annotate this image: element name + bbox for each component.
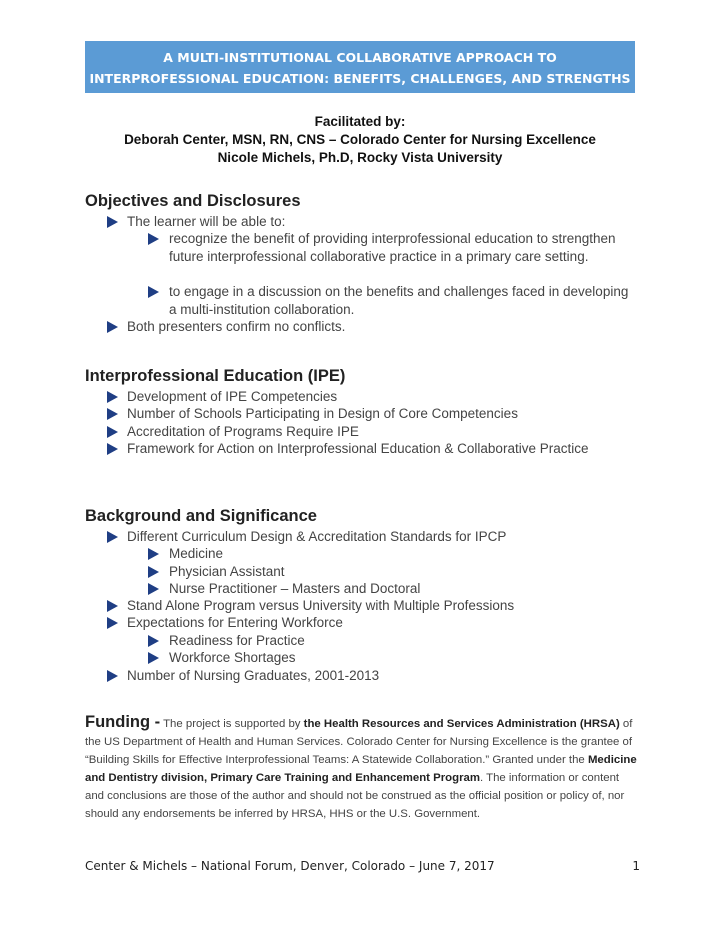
arrow-bullet-icon	[107, 391, 118, 403]
arrow-bullet-icon	[148, 635, 159, 647]
funding-paragraph	[85, 713, 640, 823]
arrow-bullet-icon	[107, 426, 118, 438]
list-item	[107, 667, 627, 685]
list-item	[148, 580, 638, 598]
arrow-bullet-icon	[148, 566, 159, 578]
list-item-text: Expectations for Entering Workforce	[127, 615, 343, 630]
page-footer	[85, 859, 640, 873]
arrow-bullet-icon	[107, 408, 118, 420]
list-item	[148, 283, 638, 318]
list-item	[107, 614, 627, 632]
footer-text: Center & Michels – National Forum, Denver, Colorado – June 7, 2017	[85, 859, 495, 873]
facilitated-label: Facilitated by:	[314, 114, 406, 129]
arrow-bullet-icon	[107, 216, 118, 228]
arrow-bullet-icon	[107, 670, 118, 682]
list-item-text: Accreditation of Programs Require IPE	[127, 424, 359, 439]
list-item-text: Number of Schools Participating in Design of Core Competencies	[127, 406, 518, 421]
list-item-text: Number of Nursing Graduates, 2001-2013	[127, 668, 380, 683]
arrow-bullet-icon	[148, 583, 159, 595]
list-item-text: Medicine	[169, 546, 224, 561]
list-item-text: Development of IPE Competencies	[127, 389, 338, 404]
list-item-text: to engage in a discussion on the benefits and challenges faced in developing a multi-institution collaboration.	[169, 284, 629, 317]
list-item-text: recognize the benefit of providing interprofessional education to strengthen future interprofessional collaborative practice in a primary care setting.	[169, 231, 616, 264]
list-item	[148, 230, 638, 265]
list-item-text: Stand Alone Program versus University with Multiple Professions	[127, 598, 515, 613]
list-item-text: Nurse Practitioner – Masters and Doctoral	[169, 581, 421, 596]
list-item	[148, 649, 638, 667]
title-line-1: A MULTI-INSTITUTIONAL COLLABORATIVE APPROACH TO	[163, 50, 557, 65]
list-item	[107, 213, 627, 231]
arrow-bullet-icon	[148, 548, 159, 560]
funding-text-2: of the US Department of Health and Human Services. Colorado Center for Nursing Excellence is the grantee of “Building Skills for Effective Interprofessional Teams: A Statewide Collaboration.” Granted under the	[85, 718, 633, 766]
section-heading-objectives: Objectives and Disclosures	[85, 192, 301, 210]
arrow-bullet-icon	[148, 233, 159, 245]
funding-bold-2: Medicine and Dentistry division, Primary Care Training and Enhancement Program	[85, 754, 637, 784]
section-heading-background: Background and Significance	[85, 507, 317, 525]
arrow-bullet-icon	[107, 617, 118, 629]
facilitator-1: Deborah Center, MSN, RN, CNS – Colorado Center for Nursing Excellence	[124, 132, 596, 147]
list-item-text: Both presenters confirm no conflicts.	[127, 319, 346, 334]
arrow-bullet-icon	[107, 443, 118, 455]
list-item-text: Workforce Shortages	[169, 650, 296, 665]
list-item	[107, 528, 627, 546]
list-item	[107, 440, 627, 458]
section-heading-ipe: Interprofessional Education (IPE)	[85, 367, 346, 385]
facilitator-2: Nicole Michels, Ph.D, Rocky Vista University	[217, 150, 503, 165]
list-item	[148, 563, 638, 581]
funding-text-3: . The information or content and conclusions are those of the author and should not be construed as the official position or policy of, nor should any endorsements be inferred by HRSA, HHS or the U.S. Government.	[85, 772, 625, 820]
list-item-text: Framework for Action on Interprofessional Education & Collaborative Practice	[127, 441, 589, 456]
arrow-bullet-icon	[148, 286, 159, 298]
funding-heading: Funding -	[85, 713, 161, 731]
list-item-text: Readiness for Practice	[169, 633, 305, 648]
arrow-bullet-icon	[107, 321, 118, 333]
list-item	[107, 597, 627, 615]
arrow-bullet-icon	[148, 652, 159, 664]
list-item	[107, 318, 627, 336]
list-item-text: Physician Assistant	[169, 564, 285, 579]
funding-bold-1: the Health Resources and Services Administration (HRSA)	[303, 718, 620, 730]
title-banner	[85, 41, 635, 93]
funding-text-1: The project is supported by	[160, 718, 304, 730]
arrow-bullet-icon	[107, 531, 118, 543]
list-item-text: The learner will be able to:	[127, 214, 286, 229]
list-item	[107, 423, 627, 441]
list-item	[107, 405, 627, 423]
arrow-bullet-icon	[107, 600, 118, 612]
list-item	[148, 545, 638, 563]
list-item	[148, 632, 638, 650]
title-line-2: INTERPROFESSIONAL EDUCATION: BENEFITS, CHALLENGES, AND STRENGTHS	[89, 71, 631, 86]
page-number: 1	[632, 859, 640, 873]
list-item-text: Different Curriculum Design & Accreditation Standards for IPCP	[127, 529, 507, 544]
list-item	[107, 388, 627, 406]
